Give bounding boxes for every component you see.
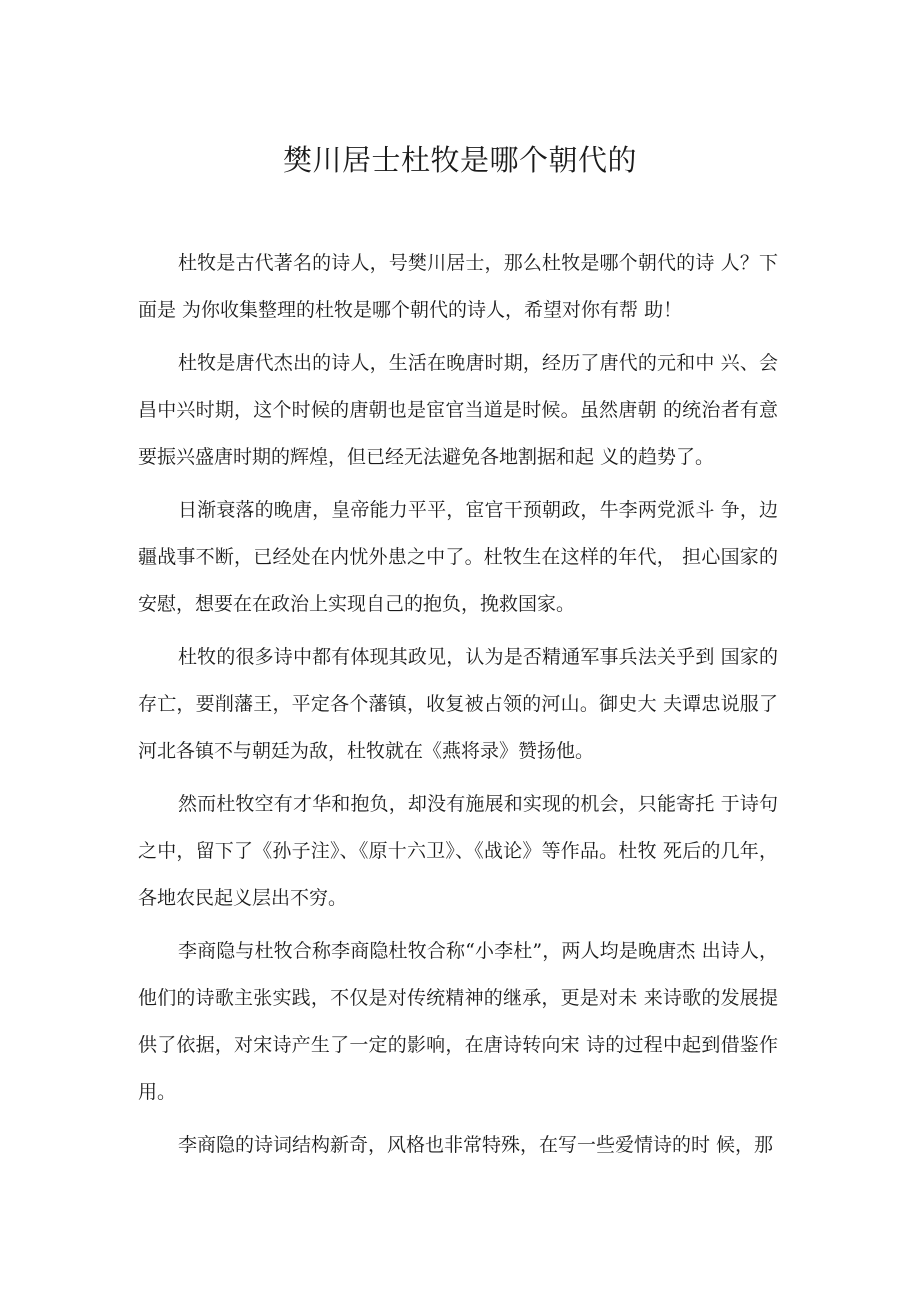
paragraph-xiao-li-du: 李商隐与杜牧合称李商隐杜牧合称“小李杜”，两人均是晚唐杰 出诗人，他们的诗歌主张实践，不仅是对传统精神的继承，更是对未 来诗歌的发展提供了依据，对宋诗产生了一定的影响，在唐诗转向宋 诗的过程中起到借鉴作用。 (138, 940, 778, 1103)
paragraph-political-views: 杜牧的很多诗中都有体现其政见，认为是否精通军事兵法关乎到 国家的存亡，要削藩王，平定各个藩镇，收复被占领的河山。御史大 夫谭忠说服了河北各镇不与朝廷为敌，杜牧就在《燕将录》赞扬他。 (138, 646, 778, 762)
paragraph-intro: 杜牧是古代著名的诗人，号樊川居士，那么杜牧是哪个朝代的诗 人？下面是 为你收集整理的杜牧是哪个朝代的诗人，希望对你有帮 助！ (138, 252, 778, 321)
paragraph-late-tang: 日渐衰落的晚唐，皇帝能力平平，宦官干预朝政，牛李两党派斗 争，边疆战事不断，已经处在内忧外患之中了。杜牧生在这样的年代， 担心国家的安慰，想要在在政治上实现自己的抱负，挽救国家。 (138, 499, 778, 615)
paragraph-li-shangyin: 李商隐的诗词结构新奇，风格也非常特殊，在写一些爱情诗的时 候，那 (178, 1134, 774, 1156)
document-body (138, 240, 778, 1175)
paragraph-tang-dynasty: 杜牧是唐代杰出的诗人，生活在晚唐时期，经历了唐代的元和中 兴、会昌中兴时期，这个时候的唐朝也是宦官当道是时候。虽然唐朝 的统治者有意要振兴盛唐时期的辉煌，但已经无法避免各地割据和起 义的趋势了。 (138, 352, 778, 468)
document-title: 樊川居士杜牧是哪个朝代的 (282, 143, 637, 177)
paragraph-works: 然而杜牧空有才华和抱负，却没有施展和实现的机会，只能寄托 于诗句之中，留下了《孙子注》、《原十六卫》、《战论》等作品。杜牧 死后的几年，各地农民起义层出不穷。 (138, 793, 778, 909)
